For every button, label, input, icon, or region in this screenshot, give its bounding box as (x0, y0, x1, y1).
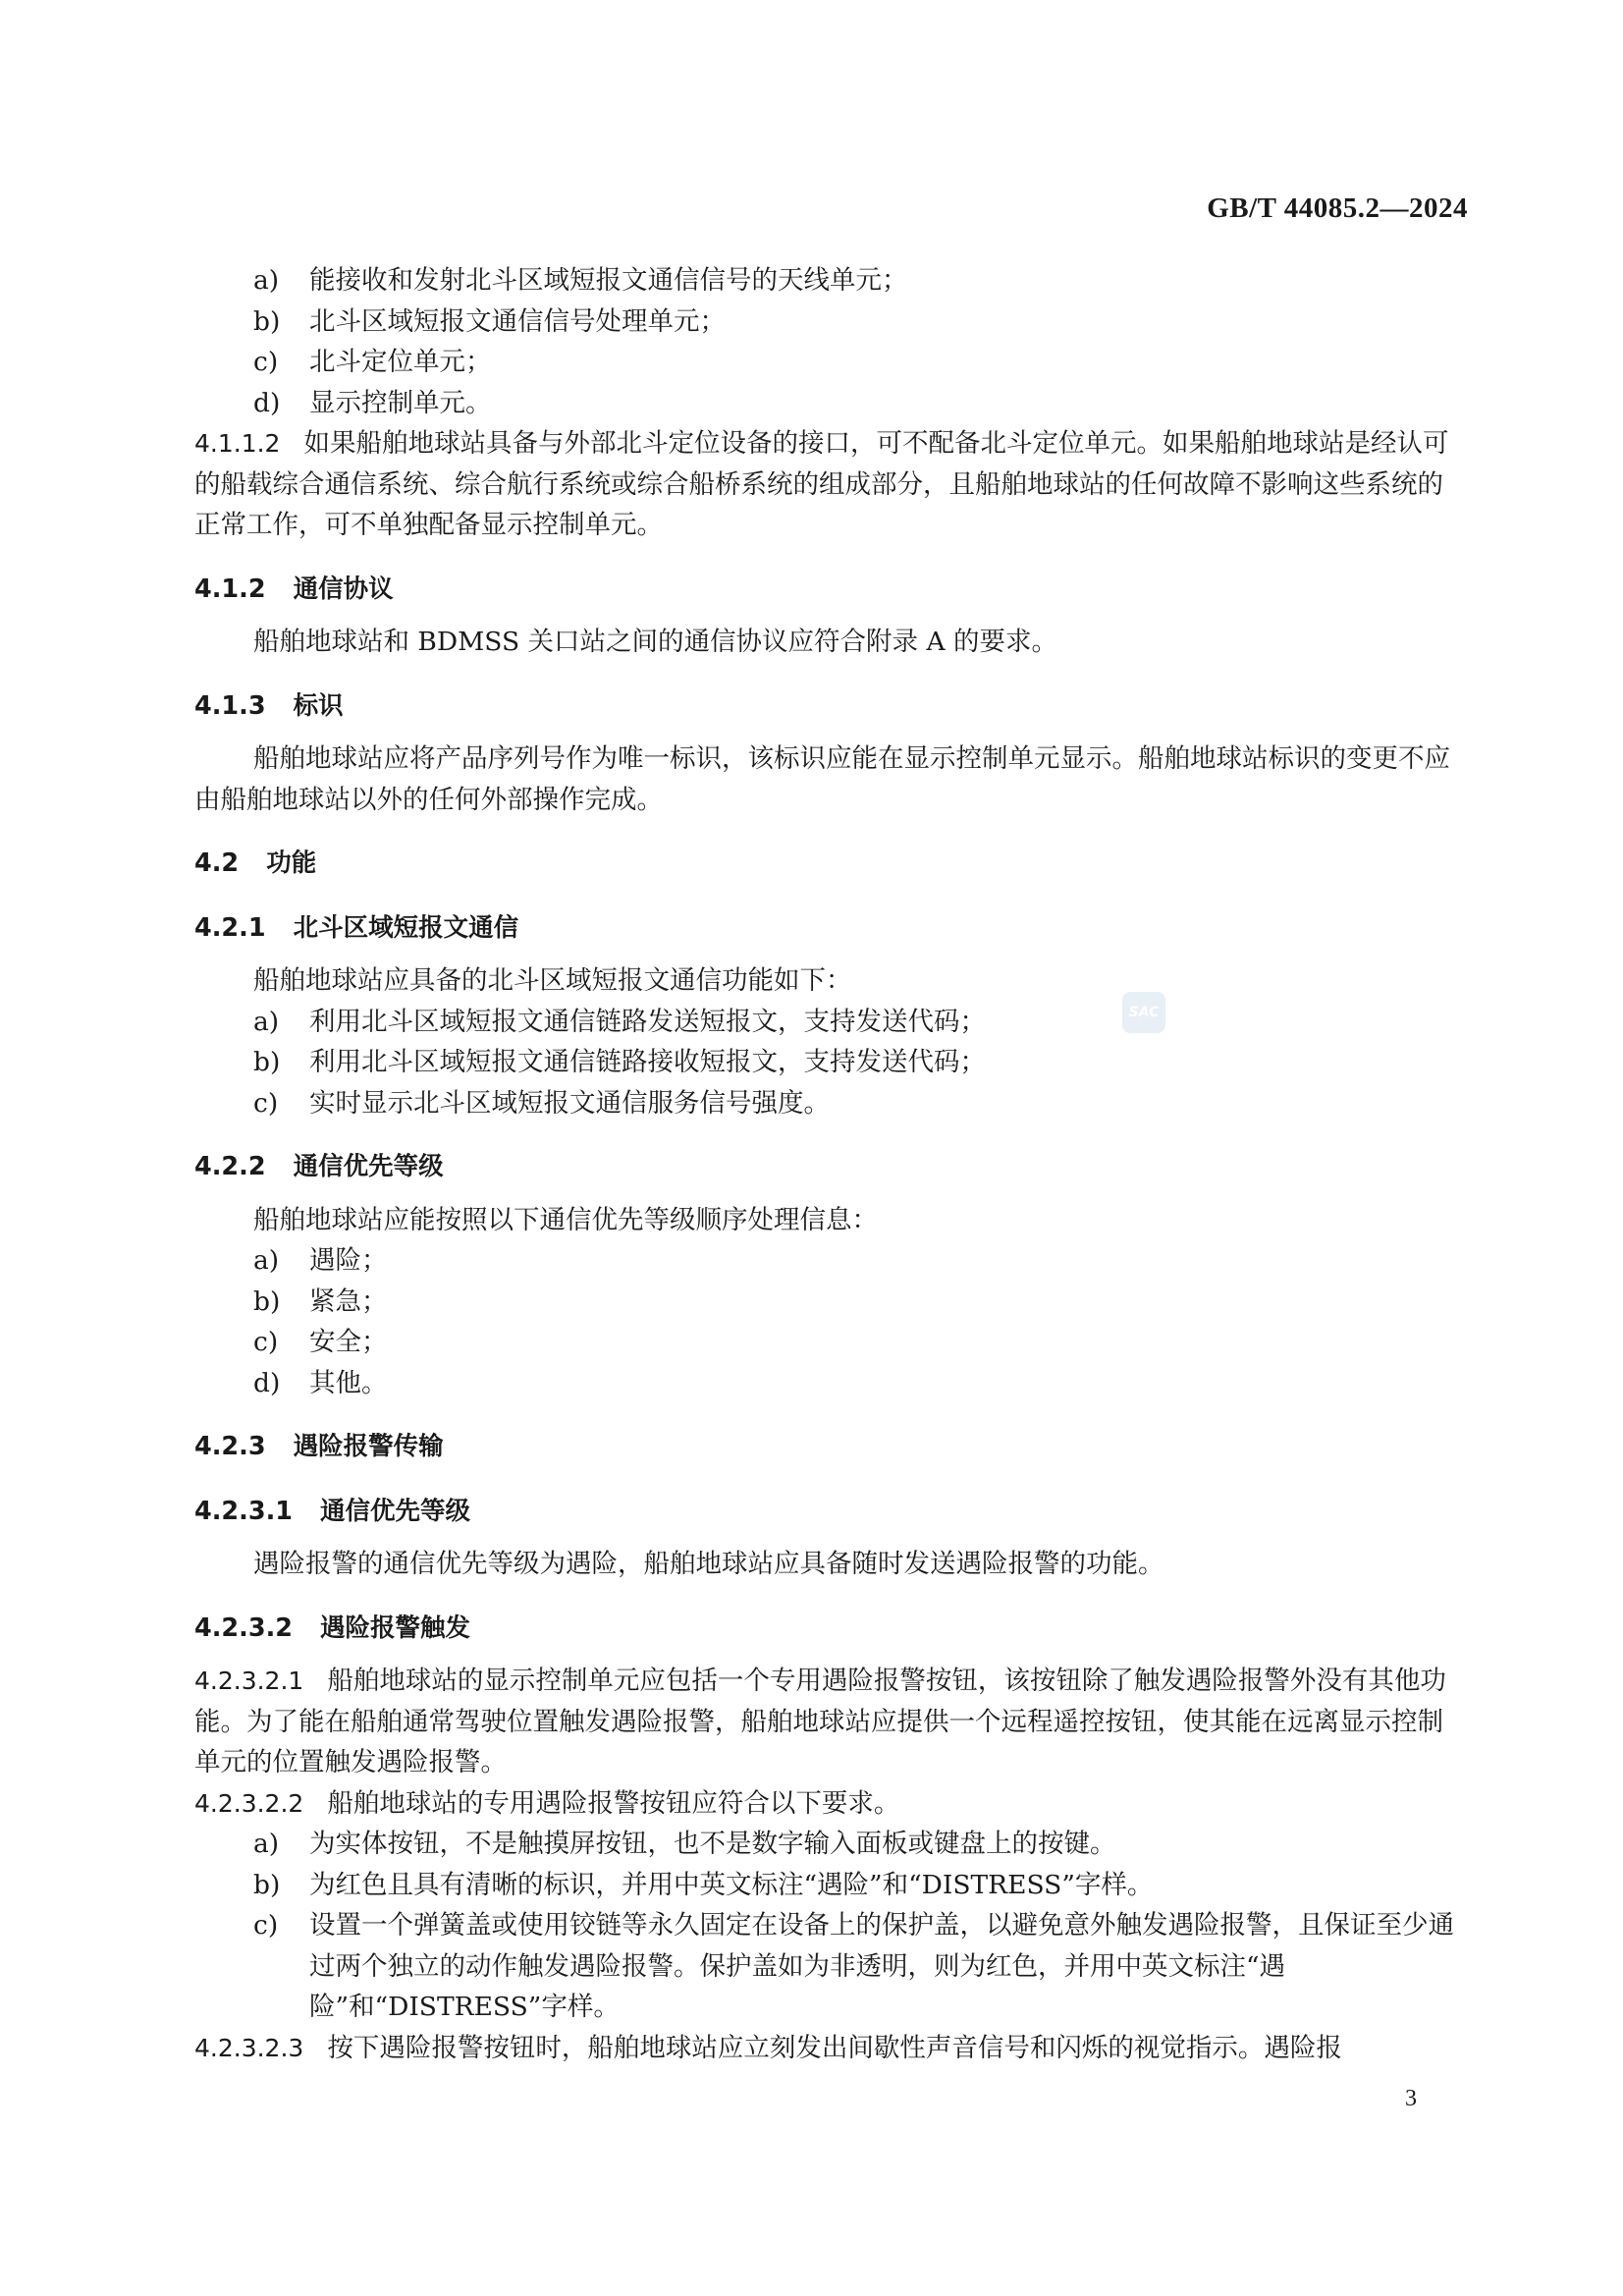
list-marker: b) (253, 305, 281, 337)
list-marker: a) (253, 1006, 280, 1037)
heading-title: 北斗区域短报文通信 (293, 912, 519, 943)
list-item (194, 1002, 1463, 1043)
list-4-1-1 (194, 260, 1463, 423)
list-marker: c) (253, 1327, 279, 1357)
list-text: 北斗区域短报文通信信号处理单元； (309, 305, 726, 337)
list-item (194, 1322, 1463, 1363)
list-item (194, 1042, 1463, 1083)
heading-title: 通信协议 (293, 574, 394, 604)
list-text: 遇险； (309, 1245, 388, 1276)
list-item (194, 383, 1463, 424)
clause-number: 4.2.3.2.1 (194, 1667, 304, 1695)
clause-text: 船舶地球站的显示控制单元应包括一个专用遇险报警按钮，该按钮除了触发遇险报警外没有其他功能。为了能在船舶通常驾驶位置触发遇险报警，船舶地球站应提供一个远程遥控按钮，使其能在远离显示控制单元的位置触发遇险报警。 (194, 1666, 1446, 1777)
clause-number: 4.1.1.2 (194, 429, 281, 458)
heading-4-1-2 (194, 570, 1463, 611)
list-item (194, 1240, 1463, 1282)
list-item (194, 1905, 1463, 2028)
document-body (194, 260, 1463, 2068)
list-4-2-1 (194, 1002, 1463, 1124)
list-text: 为红色且具有清晰的标识，并用中英文标注“遇险”和“DISTRESS”字样。 (309, 1869, 1154, 1900)
list-text: 安全； (309, 1327, 388, 1357)
heading-number: 4.2 (194, 848, 240, 878)
list-item (194, 1865, 1463, 1906)
list-marker: c) (253, 1087, 279, 1119)
list-marker: c) (253, 347, 279, 377)
list-marker: d) (253, 387, 281, 418)
list-marker: a) (253, 1245, 280, 1276)
heading-number: 4.2.3.1 (194, 1496, 294, 1526)
clause-number: 4.2.3.2.3 (194, 2033, 304, 2062)
list-marker: d) (253, 1367, 281, 1398)
list-item (194, 1824, 1463, 1865)
heading-number: 4.2.3 (194, 1432, 266, 1461)
clause-4-2-3-2-2 (194, 1783, 1463, 1825)
heading-title: 通信优先等级 (293, 1152, 444, 1181)
heading-title: 遇险报警触发 (320, 1613, 471, 1643)
list-text: 北斗定位单元； (309, 347, 492, 377)
clause-text: 按下遇险报警按钮时，船舶地球站应立刻发出间歇性声音信号和闪烁的视觉指示。遇险报 (327, 2032, 1342, 2063)
list-text: 为实体按钮，不是触摸屏按钮，也不是数字输入面板或键盘上的按键。 (309, 1829, 1116, 1859)
heading-4-2-3 (194, 1427, 1463, 1468)
page-number: 3 (1405, 2086, 1417, 2111)
list-text: 设置一个弹簧盖或使用铰链等永久固定在设备上的保护盖，以避免意外触发遇险报警，且保证至少通过两个独立的动作触发遇险报警。保护盖如为非透明，则为红色，并用中英文标注“遇险”和“DISTRESS”字样。 (309, 1910, 1454, 2022)
paragraph: 船舶地球站应将产品序列号作为唯一标识，该标识应能在显示控制单元显示。船舶地球站标识的变更不应由船舶地球站以外的任何外部操作完成。 (194, 743, 1450, 815)
list-text: 其他。 (309, 1367, 388, 1398)
heading-number: 4.2.2 (194, 1152, 266, 1181)
heading-number: 4.2.1 (194, 912, 266, 943)
heading-title: 标识 (293, 690, 344, 721)
list-text: 利用北斗区域短报文通信链路发送短报文，支持发送代码； (309, 1006, 986, 1037)
heading-number: 4.1.3 (194, 690, 266, 721)
heading-4-2-3-1 (194, 1492, 1463, 1533)
list-item (194, 1363, 1463, 1404)
list-marker: a) (253, 1829, 280, 1859)
list-item (194, 342, 1463, 383)
paragraph: 船舶地球站应具备的北斗区域短报文通信功能如下： (253, 965, 852, 996)
clause-text: 如果船舶地球站具备与外部北斗定位设备的接口，可不配备北斗定位单元。如果船舶地球站是经认可的船载综合通信系统、综合航行系统或综合船桥系统的组成部分，且船舶地球站的任何故障不影响这些系统的正常工作，可不单独配备显示控制单元。 (194, 428, 1449, 540)
list-4-2-2 (194, 1240, 1463, 1403)
list-text: 利用北斗区域短报文通信链路接收短报文，支持发送代码； (309, 1047, 986, 1077)
clause-text: 船舶地球站的专用遇险报警按钮应符合以下要求。 (327, 1787, 900, 1819)
list-4-2-3-2-2 (194, 1824, 1463, 2028)
heading-number: 4.1.2 (194, 574, 266, 604)
list-marker: b) (253, 1285, 281, 1317)
list-text: 实时显示北斗区域短报文通信服务信号强度。 (309, 1087, 830, 1119)
list-item (194, 1282, 1463, 1323)
heading-4-2-1 (194, 908, 1463, 950)
standard-number: GB/T 44085.2—2024 (1207, 192, 1468, 224)
list-item (194, 301, 1463, 343)
clause-4-2-3-2-3 (194, 2028, 1463, 2069)
heading-4-2 (194, 844, 1463, 885)
paragraph: 船舶地球站和 BDMSS 关口站之间的通信协议应符合附录 A 的要求。 (253, 627, 1058, 657)
list-text: 能接收和发射北斗区域短报文通信信号的天线单元； (309, 265, 908, 296)
heading-4-2-3-2 (194, 1609, 1463, 1650)
heading-title: 通信优先等级 (320, 1496, 471, 1526)
list-marker: b) (253, 1047, 281, 1077)
clause-4-2-3-2-1 (194, 1661, 1463, 1783)
list-marker: a) (253, 265, 280, 296)
list-marker: c) (253, 1910, 279, 1941)
list-text: 显示控制单元。 (309, 387, 492, 418)
list-marker: b) (253, 1869, 281, 1900)
list-item (194, 260, 1463, 301)
clause-4-1-1-2 (194, 423, 1463, 546)
sac-watermark-logo: SAC (1122, 992, 1165, 1033)
paragraph: 船舶地球站应能按照以下通信优先等级顺序处理信息： (253, 1204, 878, 1235)
heading-number: 4.2.3.2 (194, 1613, 294, 1643)
heading-4-1-3 (194, 686, 1463, 728)
list-text: 紧急； (309, 1285, 388, 1317)
heading-title: 功能 (266, 848, 317, 878)
heading-4-2-2 (194, 1147, 1463, 1188)
clause-number: 4.2.3.2.2 (194, 1788, 304, 1818)
list-item (194, 1083, 1463, 1124)
heading-title: 遇险报警传输 (293, 1432, 444, 1461)
paragraph: 遇险报警的通信优先等级为遇险，船舶地球站应具备随时发送遇险报警的功能。 (253, 1549, 1164, 1579)
